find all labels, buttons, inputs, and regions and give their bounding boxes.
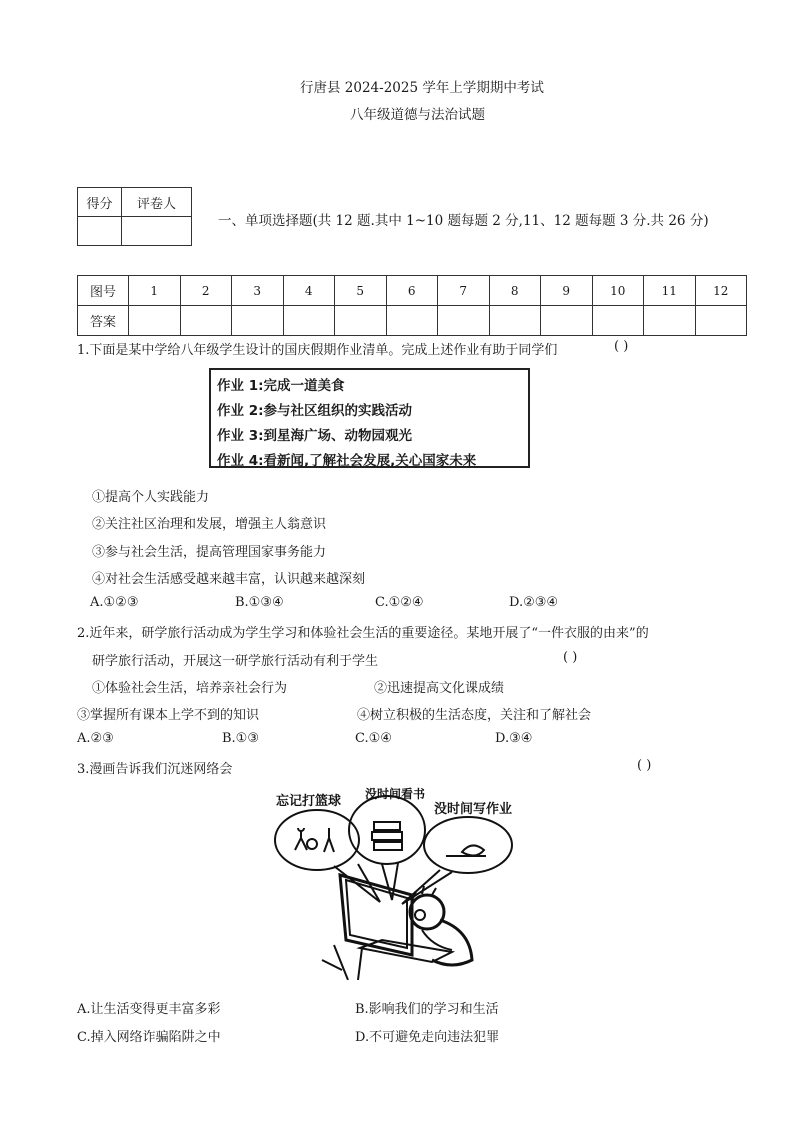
q2-option-b[interactable]: B.①③	[222, 731, 259, 746]
answer-grid	[77, 275, 747, 336]
thought-bubble-basketball	[275, 810, 359, 870]
answer-cell[interactable]	[489, 306, 541, 336]
answer-grid-answer-row	[78, 306, 747, 336]
cartoon-label-books: 没时间看书	[365, 787, 426, 801]
question-number: 9	[541, 276, 593, 306]
question-number: 2	[180, 276, 232, 306]
question-number: 7	[438, 276, 490, 306]
q2-option-c[interactable]: C.①④	[355, 731, 392, 746]
answer-cell[interactable]	[438, 306, 490, 336]
answer-cell[interactable]	[386, 306, 438, 336]
q1-item: ①提高个人实践能力	[92, 490, 210, 505]
score-box	[77, 187, 192, 246]
q2-option-d[interactable]: D.③④	[495, 731, 533, 746]
q3-option-c[interactable]: C.掉入网络诈骗陷阱之中	[77, 1030, 221, 1045]
homework-item: 作业 1:完成一道美食	[217, 378, 345, 394]
homework-item: 作业 3:到星海广场、动物园观光	[217, 428, 412, 444]
q3-option-a[interactable]: A.让生活变得更丰富多彩	[77, 1002, 221, 1017]
question-number: 1	[129, 276, 181, 306]
answer-cell[interactable]	[232, 306, 284, 336]
homework-list-box	[209, 368, 530, 468]
answer-cell[interactable]	[335, 306, 387, 336]
cartoon-label-basketball: 忘记打篮球	[276, 794, 342, 809]
score-cell[interactable]	[78, 217, 122, 246]
answer-cell[interactable]	[695, 306, 747, 336]
question-number: 6	[386, 276, 438, 306]
question-number: 8	[489, 276, 541, 306]
q3-stem: 3.漫画告诉我们沉迷网络会	[77, 762, 233, 777]
thought-bubble-homework	[424, 817, 512, 873]
question-number-label: 图号	[78, 276, 129, 306]
q1-option-d[interactable]: D.②③④	[509, 595, 559, 610]
q2-stem-line1: 2.近年来，研学旅行活动成为学生学习和体验社会生活的重要途径。某地开展了“一件衣服的由来”的	[77, 626, 649, 641]
question-number: 11	[644, 276, 696, 306]
q1-item: ④对社会生活感受越来越丰富，认识越来越深刻	[92, 572, 366, 587]
q1-answer-paren: ( )	[614, 339, 629, 354]
question-number: 10	[592, 276, 644, 306]
answer-cell[interactable]	[541, 306, 593, 336]
section-one-heading: 一、单项选择题(共 12 题.其中 1~10 题每题 2 分,11、12 题每题 3 分.共 26 分)	[218, 213, 709, 229]
question-number: 12	[695, 276, 747, 306]
q1-item: ③参与社会生活，提高管理国家事务能力	[92, 545, 327, 560]
q1-option-a[interactable]: A.①②③	[90, 595, 139, 610]
internet-addiction-cartoon	[262, 780, 534, 980]
answer-cell[interactable]	[644, 306, 696, 336]
q1-item: ②关注社区治理和发展，增强主人翁意识	[92, 517, 327, 532]
exam-subtitle: 八年级道德与法治试题	[350, 107, 485, 123]
q2-item: ①体验社会生活，培养亲社会行为	[92, 681, 288, 696]
grader-cell[interactable]	[122, 217, 192, 246]
homework-item: 作业 4:看新闻,了解社会发展,关心国家未来	[217, 453, 477, 469]
score-label: 得分	[78, 188, 122, 217]
q3-option-d[interactable]: D.不可避免走向违法犯罪	[355, 1030, 500, 1045]
answer-cell[interactable]	[283, 306, 335, 336]
answer-grid-number-row	[78, 276, 747, 306]
answer-cell[interactable]	[129, 306, 181, 336]
homework-item: 作业 2:参与社区组织的实践活动	[217, 403, 412, 419]
q2-item: ②迅速提高文化课成绩	[374, 681, 505, 696]
answer-cell[interactable]	[180, 306, 232, 336]
q1-option-c[interactable]: C.①②④	[375, 595, 424, 610]
q3-answer-paren: ( )	[637, 758, 652, 773]
question-number: 5	[335, 276, 387, 306]
q2-stem-line2: 研学旅行活动，开展这一研学旅行活动有利于学生	[92, 654, 379, 669]
q2-answer-paren: ( )	[563, 650, 578, 665]
q2-option-a[interactable]: A.②③	[77, 731, 114, 746]
q3-option-b[interactable]: B.影响我们的学习和生活	[355, 1002, 499, 1017]
grader-label: 评卷人	[122, 188, 192, 217]
answer-cell[interactable]	[592, 306, 644, 336]
answer-label: 答案	[78, 306, 129, 336]
question-number: 3	[232, 276, 284, 306]
q1-stem: 1.下面是某中学给八年级学生设计的国庆假期作业清单。完成上述作业有助于同学们	[77, 343, 558, 358]
exam-title: 行唐县 2024-2025 学年上学期期中考试	[300, 80, 544, 96]
cartoon-label-homework: 没时间写作业	[434, 802, 513, 817]
q2-item: ④树立积极的生活态度，关注和了解社会	[357, 708, 592, 723]
question-number: 4	[283, 276, 335, 306]
q2-item: ③掌握所有课本上学不到的知识	[77, 708, 260, 723]
q1-option-b[interactable]: B.①③④	[235, 595, 284, 610]
